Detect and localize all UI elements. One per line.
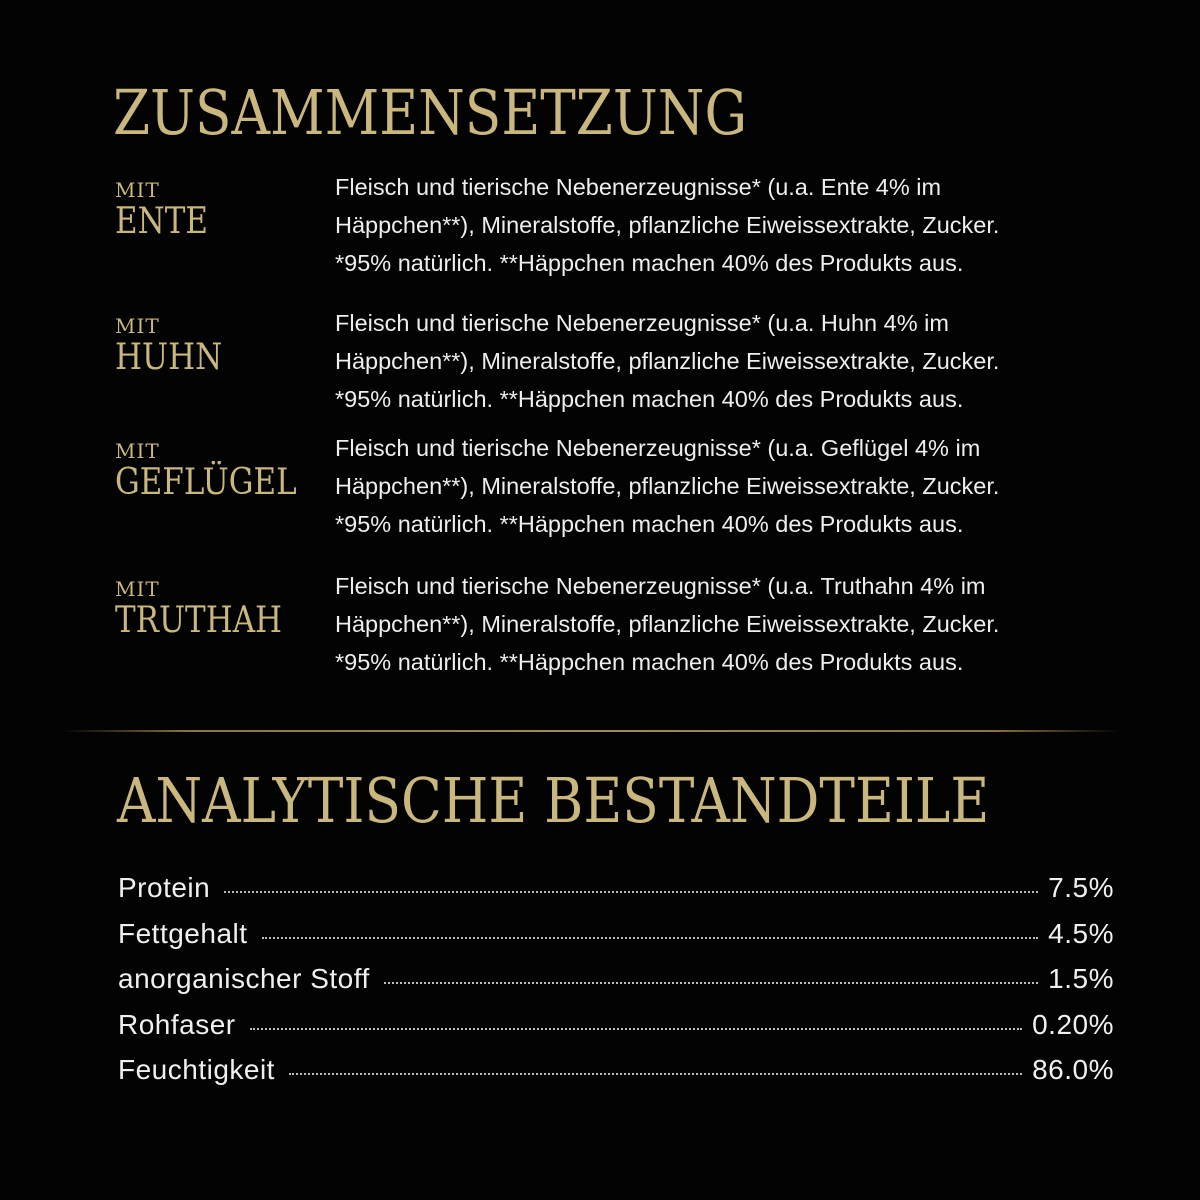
analysis-value: 86.0% — [1032, 1054, 1114, 1085]
description-line: Häppchen**), Mineralstoffe, pflanzliche Eiweissextrakte, Zucker. — [335, 611, 1000, 637]
variant-truthah — [0, 567, 1200, 687]
variant-name: HUHN — [115, 337, 223, 378]
variant-description — [335, 567, 1155, 681]
description-line: Häppchen**), Mineralstoffe, pflanzliche Eiweissextrakte, Zucker. — [335, 348, 1000, 374]
analysis-row-anorganischer-stoff — [118, 963, 1114, 1009]
analysis-name: anorganischer Stoff — [118, 963, 370, 994]
description-line: Fleisch und tierische Nebenerzeugnisse* (u.a. Ente 4% im — [335, 174, 942, 200]
dot-leader — [250, 1028, 1022, 1030]
description-line: Fleisch und tierische Nebenerzeugnisse* (u.a. Huhn 4% im — [335, 310, 949, 336]
variant-label — [115, 429, 325, 503]
description-line: *95% natürlich. **Häppchen machen 40% des Produkts aus. — [335, 386, 964, 412]
analysis-row-rohfaser — [118, 1009, 1114, 1055]
variant-label — [115, 304, 325, 378]
dot-leader — [224, 891, 1038, 893]
variant-name: GEFLÜGEL — [115, 462, 297, 503]
analysis-name: Protein — [118, 872, 211, 903]
composition-title: ZUSAMMENSETZUNG — [113, 76, 748, 149]
dot-leader — [262, 937, 1039, 939]
description-line: *95% natürlich. **Häppchen machen 40% des Produkts aus. — [335, 649, 964, 675]
variant-label — [115, 168, 325, 242]
analysis-name: Feuchtigkeit — [118, 1054, 275, 1085]
variant-description — [335, 304, 1155, 418]
section-divider — [62, 730, 1120, 732]
analysis-name: Fettgehalt — [118, 917, 248, 949]
variant-gefluegel — [0, 429, 1200, 549]
analysis-name: Rohfaser — [118, 1008, 236, 1040]
variant-ente — [0, 168, 1200, 288]
description-line: Häppchen**), Mineralstoffe, pflanzliche Eiweissextrakte, Zucker. — [335, 212, 1000, 238]
analysis-value: 7.5% — [1048, 872, 1114, 903]
analysis-row-fettgehalt — [118, 918, 1114, 964]
analysis-value: 0.20% — [1032, 1008, 1114, 1040]
analysis-row-feuchtigkeit — [118, 1054, 1114, 1100]
variant-label — [115, 567, 325, 641]
description-line: *95% natürlich. **Häppchen machen 40% des Produkts aus. — [335, 250, 964, 276]
description-line: *95% natürlich. **Häppchen machen 40% des Produkts aus. — [335, 511, 964, 537]
variant-description — [335, 168, 1155, 282]
description-line: Fleisch und tierische Nebenerzeugnisse* (u.a. Geflügel 4% im — [335, 435, 981, 461]
variant-prefix: MIT — [115, 439, 160, 463]
analysis-row-protein — [118, 872, 1114, 918]
variant-name: ENTE — [115, 201, 208, 242]
analysis-value: 4.5% — [1048, 917, 1114, 949]
variant-name: TRUTHAH — [115, 600, 283, 641]
variant-prefix: MIT — [115, 577, 160, 601]
description-line: Häppchen**), Mineralstoffe, pflanzliche Eiweissextrakte, Zucker. — [335, 473, 1000, 499]
analysis-title: ANALYTISCHE BESTANDTEILE — [117, 764, 990, 837]
variant-prefix: MIT — [115, 314, 160, 338]
variant-huhn — [0, 304, 1200, 424]
variant-description — [335, 429, 1155, 543]
analysis-table — [118, 872, 1114, 1100]
description-line: Fleisch und tierische Nebenerzeugnisse* (u.a. Truthahn 4% im — [335, 573, 986, 599]
dot-leader — [384, 982, 1038, 984]
variant-prefix: MIT — [115, 178, 160, 202]
analysis-value: 1.5% — [1048, 963, 1114, 994]
dot-leader — [289, 1073, 1022, 1075]
